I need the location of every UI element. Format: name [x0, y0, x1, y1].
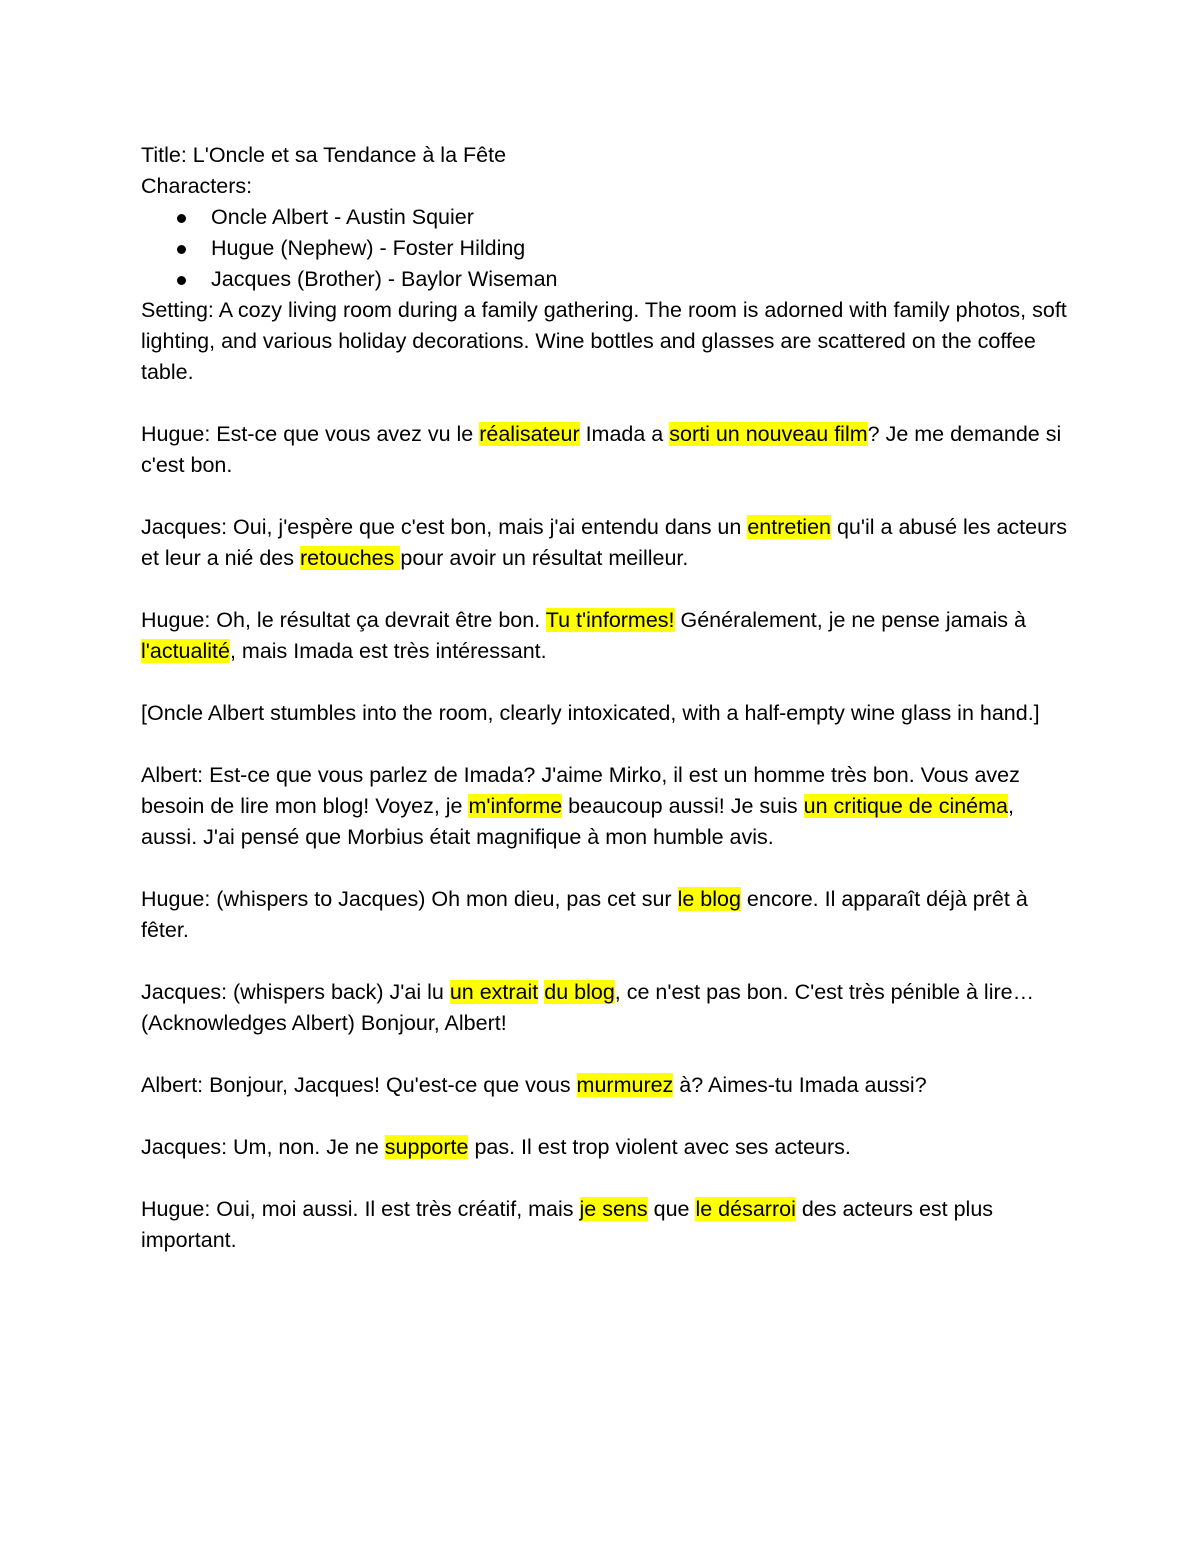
highlighted-vocab: murmurez [576, 1073, 674, 1097]
dialogue-jacques-2: Jacques: (whispers back) J'ai lu un extrait du blog, ce n'est pas bon. C'est très pénible à lire…(Acknowledges Albert) Bonjour, Albert! [141, 980, 1035, 1035]
dialogue-jacques-3: Jacques: Um, non. Je ne supporte pas. Il est trop violent avec ses acteurs. [141, 1135, 851, 1159]
highlighted-vocab: je sens [579, 1197, 648, 1221]
highlighted-vocab: sorti un nouveau film [669, 422, 868, 446]
stage-direction: [Oncle Albert stumbles into the room, clearly intoxicated, with a half-empty wine glass in hand.] [141, 701, 1040, 725]
characters-label: Characters: [141, 174, 253, 198]
character-item: Hugue (Nephew) - Foster Hilding [211, 233, 1071, 264]
highlighted-vocab: entretien [747, 515, 831, 539]
highlighted-vocab: un critique de cinéma [803, 794, 1009, 818]
highlighted-vocab: le blog [677, 887, 741, 911]
highlighted-vocab: retouches [299, 546, 401, 570]
dialogue-hugue-2: Hugue: Oh, le résultat ça devrait être bon. Tu t'informes! Généralement, je ne pense jamais à l'actualité, mais Imada est très intéressant. [141, 608, 1026, 663]
highlighted-vocab: le désarroi [695, 1197, 796, 1221]
dialogue-albert-2: Albert: Bonjour, Jacques! Qu'est-ce que vous murmurez à? Aimes-tu Imada aussi? [141, 1073, 927, 1097]
dialogue-jacques-1: Jacques: Oui, j'espère que c'est bon, mais j'ai entendu dans un entretien qu'il a abusé les acteurs et leur a nié des retouches pour avoir un résultat meilleur. [141, 515, 1067, 570]
highlighted-vocab: l'actualité [141, 639, 230, 663]
highlighted-vocab: supporte [384, 1135, 469, 1159]
highlighted-vocab: du blog [544, 980, 615, 1004]
dialogue-hugue-3: Hugue: (whispers to Jacques) Oh mon dieu, pas cet sur le blog encore. Il apparaît déjà prêt à fêter. [141, 887, 1028, 942]
character-item: Oncle Albert - Austin Squier [211, 202, 1071, 233]
characters-list [141, 202, 1071, 295]
dialogue-hugue-1: Hugue: Est-ce que vous avez vu le réalisateur Imada a sorti un nouveau film? Je me demande si c'est bon. [141, 422, 1062, 477]
highlighted-vocab: Tu t'informes! [545, 608, 675, 632]
script-title: Title: L'Oncle et sa Tendance à la Fête [141, 143, 507, 167]
highlighted-vocab: un extrait [449, 980, 539, 1004]
highlighted-vocab: m'informe [468, 794, 563, 818]
setting-paragraph: Setting: A cozy living room during a family gathering. The room is adorned with family photos, soft lighting, and various holiday decorations. Wine bottles and glasses are scattered on the coffee table. [141, 298, 1067, 384]
document-page [141, 140, 1071, 1256]
dialogue-albert-1: Albert: Est-ce que vous parlez de Imada? J'aime Mirko, il est un homme très bon. Vous avez besoin de lire mon blog! Voyez, je m'informe beaucoup aussi! Je suis un critique de cinéma, aussi. J'ai pensé que Morbius était magnifique à mon humble avis. [141, 763, 1020, 849]
character-item: Jacques (Brother) - Baylor Wiseman [211, 264, 1071, 295]
dialogue-hugue-4: Hugue: Oui, moi aussi. Il est très créatif, mais je sens que le désarroi des acteurs est plus important. [141, 1197, 994, 1252]
highlighted-vocab: réalisateur [479, 422, 580, 446]
